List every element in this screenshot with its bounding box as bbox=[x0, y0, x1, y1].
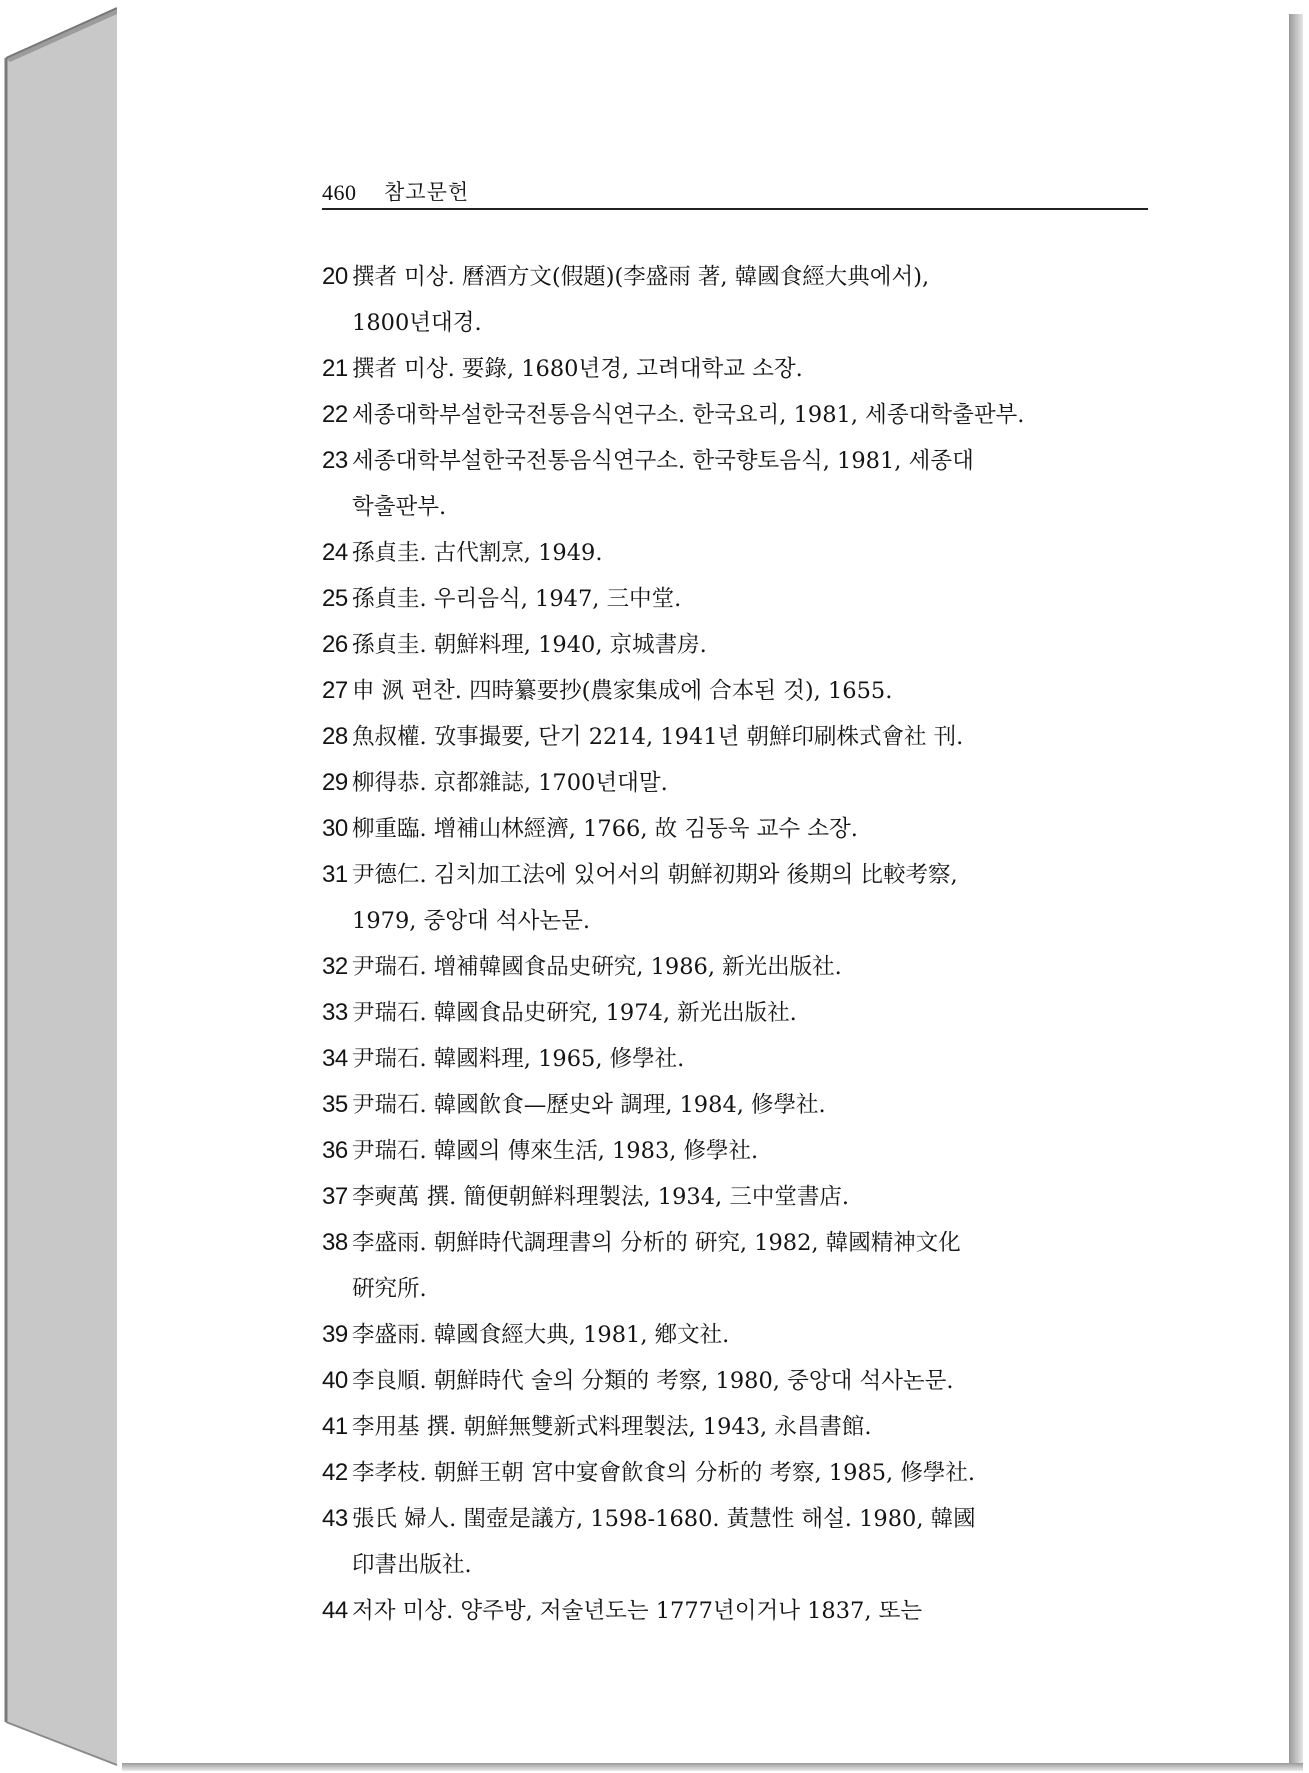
reference-item bbox=[322, 438, 1106, 530]
reference-text: 李奭萬 撰. 簡便朝鮮料理製法, 1934, 三中堂書店. bbox=[352, 1184, 849, 1210]
header-title: 참고문헌 bbox=[384, 180, 470, 204]
reference-number: 25 bbox=[322, 585, 348, 612]
reference-item bbox=[322, 1220, 1106, 1312]
reference-item bbox=[322, 714, 1106, 760]
header-rule bbox=[322, 208, 1148, 210]
reference-item bbox=[322, 254, 1106, 346]
page-shadow-bottom bbox=[122, 1763, 1303, 1771]
reference-text: 孫貞圭. 朝鮮料理, 1940, 京城書房. bbox=[352, 632, 707, 658]
reference-text: 孫貞圭. 우리음식, 1947, 三中堂. bbox=[352, 586, 682, 612]
reference-text: 撰者 미상. 曆酒方文(假題)(李盛雨 著, 韓國食經大典에서), bbox=[352, 264, 930, 290]
reference-text: 尹瑞石. 韓國食品史硏究, 1974, 新光出版社. bbox=[352, 1000, 797, 1026]
reference-item bbox=[322, 1082, 1106, 1128]
reference-text: 撰者 미상. 要錄, 1680년경, 고려대학교 소장. bbox=[352, 356, 803, 382]
reference-number: 23 bbox=[322, 447, 348, 474]
reference-number: 35 bbox=[322, 1091, 348, 1118]
reference-number: 31 bbox=[322, 861, 348, 888]
reference-number: 30 bbox=[322, 815, 348, 842]
reference-item bbox=[322, 622, 1106, 668]
reference-text: 尹德仁. 김치加工法에 있어서의 朝鮮初期와 後期의 比較考察, bbox=[352, 862, 958, 888]
reference-text: 尹瑞石. 韓國의 傳來生活, 1983, 修學社. bbox=[352, 1138, 759, 1164]
reference-number: 20 bbox=[322, 263, 348, 290]
reference-text: 저자 미상. 양주방, 저술년도는 1777년이거나 1837, 또는 bbox=[352, 1598, 923, 1624]
reference-item bbox=[322, 392, 1106, 438]
reference-text: 李用基 撰. 朝鮮無雙新式料理製法, 1943, 永昌書館. bbox=[352, 1414, 872, 1440]
reference-number: 44 bbox=[322, 1597, 348, 1624]
reference-number: 28 bbox=[322, 723, 348, 750]
reference-text-continued: 1800년대경. bbox=[352, 310, 482, 336]
reference-text: 魚叔權. 攷事撮要, 단기 2214, 1941년 朝鮮印刷株式會社 刊. bbox=[352, 724, 964, 750]
running-header bbox=[322, 172, 1148, 212]
reference-number: 32 bbox=[322, 953, 348, 980]
reference-number: 37 bbox=[322, 1183, 348, 1210]
reference-text: 李盛雨. 韓國食經大典, 1981, 鄕文社. bbox=[352, 1322, 730, 1348]
reference-item bbox=[322, 990, 1106, 1036]
reference-number: 41 bbox=[322, 1413, 348, 1440]
reference-text-continued: 硏究所. bbox=[352, 1276, 427, 1302]
reference-number: 34 bbox=[322, 1045, 348, 1072]
reference-text: 尹瑞石. 韓國飮食—歷史와 調理, 1984, 修學社. bbox=[352, 1092, 826, 1118]
reference-number: 43 bbox=[322, 1505, 348, 1532]
reference-number: 40 bbox=[322, 1367, 348, 1394]
reference-text-continued: 印書出版社. bbox=[352, 1552, 472, 1578]
reference-item bbox=[322, 1036, 1106, 1082]
reference-text-continued: 학출판부. bbox=[352, 494, 447, 520]
page-number: 460 bbox=[322, 180, 357, 205]
reference-text: 尹瑞石. 增補韓國食品史硏究, 1986, 新光出版社. bbox=[352, 954, 842, 980]
reference-text: 柳得恭. 京都雜誌, 1700년대말. bbox=[352, 770, 668, 796]
page-shadow-right bbox=[1289, 14, 1303, 1766]
reference-item bbox=[322, 806, 1106, 852]
reference-number: 33 bbox=[322, 999, 348, 1026]
reference-item bbox=[322, 1588, 1106, 1634]
reference-text: 尹瑞石. 韓國料理, 1965, 修學社. bbox=[352, 1046, 685, 1072]
reference-text: 柳重臨. 增補山林經濟, 1766, 故 김동욱 교수 소장. bbox=[352, 816, 858, 842]
reference-item bbox=[322, 1496, 1106, 1588]
reference-number: 36 bbox=[322, 1137, 348, 1164]
reference-text: 李良順. 朝鮮時代 술의 分類的 考察, 1980, 중앙대 석사논문. bbox=[352, 1368, 954, 1394]
reference-item bbox=[322, 346, 1106, 392]
reference-number: 26 bbox=[322, 631, 348, 658]
reference-item bbox=[322, 944, 1106, 990]
reference-item bbox=[322, 668, 1106, 714]
reference-item bbox=[322, 1358, 1106, 1404]
reference-item bbox=[322, 1450, 1106, 1496]
reference-text: 申 洬 편찬. 四時纂要抄(農家集成에 合本된 것), 1655. bbox=[352, 678, 893, 704]
reference-text: 세종대학부설한국전통음식연구소. 한국향토음식, 1981, 세종대 bbox=[352, 448, 974, 474]
reference-number: 24 bbox=[322, 539, 348, 566]
reference-text: 張氏 婦人. 閨壺是議方, 1598-1680. 黃慧性 해설. 1980, 韓國 bbox=[352, 1506, 976, 1532]
reference-text: 李盛雨. 朝鮮時代調理書의 分析的 硏究, 1982, 韓國精神文化 bbox=[352, 1230, 961, 1256]
reference-number: 38 bbox=[322, 1229, 348, 1256]
reference-item bbox=[322, 530, 1106, 576]
reference-item bbox=[322, 852, 1106, 944]
reference-item bbox=[322, 760, 1106, 806]
reference-number: 39 bbox=[322, 1321, 348, 1348]
reference-text: 孫貞圭. 古代割烹, 1949. bbox=[352, 540, 603, 566]
reference-item bbox=[322, 576, 1106, 622]
reference-text-continued: 1979, 중앙대 석사논문. bbox=[352, 908, 591, 934]
reference-number: 29 bbox=[322, 769, 348, 796]
reference-item bbox=[322, 1174, 1106, 1220]
reference-number: 42 bbox=[322, 1459, 348, 1486]
reference-item bbox=[322, 1404, 1106, 1450]
reference-item bbox=[322, 1312, 1106, 1358]
reference-item bbox=[322, 1128, 1106, 1174]
reference-text: 세종대학부설한국전통음식연구소. 한국요리, 1981, 세종대학출판부. bbox=[352, 402, 1025, 428]
reference-text: 李孝枝. 朝鮮王朝 宮中宴會飮食의 分析的 考察, 1985, 修學社. bbox=[352, 1460, 976, 1486]
reference-list bbox=[322, 254, 1106, 1634]
reference-number: 21 bbox=[322, 355, 348, 382]
reference-number: 27 bbox=[322, 677, 348, 704]
reference-number: 22 bbox=[322, 401, 348, 428]
